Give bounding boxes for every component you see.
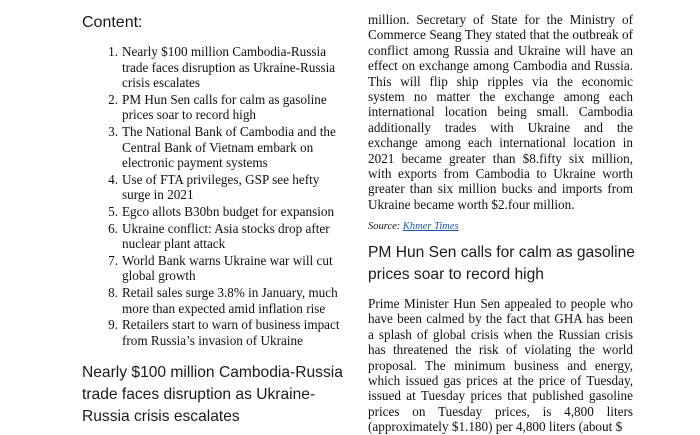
toc-item-text: Egco allots B30bn budget for expansion bbox=[122, 203, 335, 219]
toc-item: 4. Use of FTA privileges, GSP see hefty surge in 2021 bbox=[108, 171, 320, 203]
source-line bbox=[368, 221, 459, 232]
toc-item: 9. Retailers start to warn of business impact from Russia’s invasion of Ukraine bbox=[108, 317, 340, 348]
toc-item: 8. Retail sales surge 3.8% in January, much more than expected amid inflation rise bbox=[108, 284, 338, 316]
content-heading: Content: bbox=[82, 14, 143, 31]
toc-item-text: Retailers start to warn of business impact from Russia’s invasion of Ukraine bbox=[122, 317, 340, 348]
article-title: PM Hun Sen calls for calm as gasoline prices soar to record high bbox=[368, 244, 635, 283]
source-label: Source: bbox=[368, 221, 403, 232]
toc-item-text: World Bank warns Ukraine war will cut global growth bbox=[122, 252, 333, 284]
toc-item-text: Retail sales surge 3.8% in January, much more than expected amid inflation rise bbox=[122, 284, 338, 316]
table-of-contents bbox=[82, 44, 348, 349]
toc-item-text: Nearly $100 million Cambodia-Russia trade faces disruption as Ukraine-Russia crisis escalates bbox=[122, 44, 336, 91]
article-title: Nearly $100 million Cambodia-Russia trade faces disruption as Ukraine-Russia crisis escalates bbox=[82, 364, 343, 425]
source-link[interactable]: Khmer Times bbox=[402, 221, 459, 232]
article-body: million. Secretary of State for the Ministry of Commerce Seang They stated that the outbreak of conflict among Russia and Ukraine will have an effect on exchange among Cambodia and Russia. This will flip ship ripples via the economic system no matter the exchange among each international location being small. Cambodia additionally trades with Ukraine and the exchange among each international location in 2021 became greater than $8.fifty six million, with exports from Cambodia to Ukraine worth greater than six million bucks and imports from Ukraine became worth $2.four million. bbox=[368, 12, 633, 212]
toc-item: 6. Ukraine conflict: Asia stocks drop after nuclear plant attack bbox=[108, 220, 330, 252]
toc-item: 2. PM Hun Sen calls for calm as gasoline prices soar to record high bbox=[108, 91, 327, 123]
toc-item: 3. The National Bank of Cambodia and the Central Bank of Vietnam embark on electronic payment systems bbox=[108, 123, 336, 171]
toc-item-text: Ukraine conflict: Asia stocks drop after nuclear plant attack bbox=[122, 220, 330, 252]
toc-item: 1. Nearly $100 million Cambodia-Russia trade faces disruption as Ukraine-Russia crisis escalates bbox=[108, 44, 336, 91]
toc-item: 5. Egco allots B30bn budget for expansion bbox=[108, 203, 335, 219]
article-body: Prime Minister Hun Sen appealed to people who have been calmed by the fact that GHA has been a splash of global crisis when the Russian crisis has threatened the risk of violating the world proposal. The minimum business and energy, which issued gas prices at the price of Tuesday, issued at Tuesday prices that published gasoline prices on Tuesday prices, is 4,800 liters (approximately $1.180) per 4,800 liters (about $ bbox=[368, 296, 633, 435]
toc-item-text: PM Hun Sen calls for calm as gasoline prices soar to record high bbox=[122, 91, 327, 123]
toc-item-text: Use of FTA privileges, GSP see hefty surge in 2021 bbox=[122, 171, 320, 203]
toc-item: 7. World Bank warns Ukraine war will cut global growth bbox=[108, 252, 333, 284]
toc-item-text: The National Bank of Cambodia and the Central Bank of Vietnam embark on electronic payment systems bbox=[122, 123, 336, 171]
